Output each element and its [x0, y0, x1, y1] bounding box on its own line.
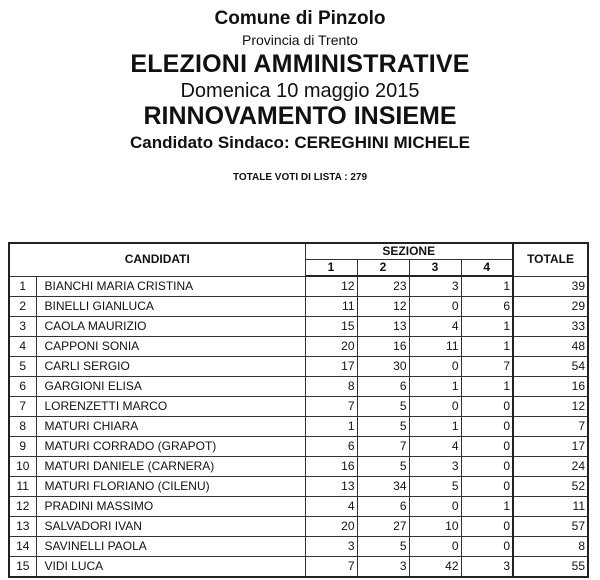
total-votes: 12 — [513, 397, 588, 417]
election-date: Domenica 10 maggio 2015 — [180, 80, 420, 102]
section-2-votes: 5 — [357, 457, 409, 477]
section-4-votes: 1 — [461, 317, 513, 337]
candidate-name: CAOLA MAURIZIO — [36, 317, 305, 337]
section-4-votes: 1 — [461, 377, 513, 397]
candidate-name: BINELLI GIANLUCA — [36, 297, 305, 317]
table-row — [9, 517, 588, 537]
table-row — [9, 377, 588, 397]
header-section-group: SEZIONE — [305, 243, 513, 260]
row-number: 13 — [9, 517, 36, 537]
row-number: 10 — [9, 457, 36, 477]
section-3-votes: 11 — [409, 337, 461, 357]
list-name: RINNOVAMENTO INSIEME — [143, 102, 457, 130]
section-2-votes: 5 — [357, 397, 409, 417]
total-votes: 16 — [513, 377, 588, 397]
candidate-name: LORENZETTI MARCO — [36, 397, 305, 417]
section-2-votes: 16 — [357, 337, 409, 357]
section-1-votes: 17 — [305, 357, 357, 377]
section-1-votes: 7 — [305, 557, 357, 578]
section-2-votes: 27 — [357, 517, 409, 537]
table-row — [9, 457, 588, 477]
total-votes: 17 — [513, 437, 588, 457]
header-section-3: 3 — [409, 260, 461, 277]
total-votes: 39 — [513, 276, 588, 297]
row-number: 7 — [9, 397, 36, 417]
section-1-votes: 7 — [305, 397, 357, 417]
total-votes: 8 — [513, 537, 588, 557]
results-table — [8, 242, 589, 578]
table-row — [9, 557, 588, 578]
section-1-votes: 4 — [305, 497, 357, 517]
section-3-votes: 3 — [409, 457, 461, 477]
row-number: 11 — [9, 477, 36, 497]
section-3-votes: 42 — [409, 557, 461, 578]
table-row — [9, 337, 588, 357]
header-total: TOTALE — [513, 243, 588, 276]
table-row — [9, 397, 588, 417]
section-4-votes: 0 — [461, 517, 513, 537]
section-3-votes: 0 — [409, 297, 461, 317]
row-number: 6 — [9, 377, 36, 397]
total-votes: 29 — [513, 297, 588, 317]
candidate-name: CAPPONI SONIA — [36, 337, 305, 357]
section-4-votes: 0 — [461, 437, 513, 457]
row-number: 8 — [9, 417, 36, 437]
candidate-name: SALVADORI IVAN — [36, 517, 305, 537]
row-number: 15 — [9, 557, 36, 578]
section-1-votes: 11 — [305, 297, 357, 317]
row-number: 2 — [9, 297, 36, 317]
section-1-votes: 15 — [305, 317, 357, 337]
row-number: 9 — [9, 437, 36, 457]
municipality-title: Comune di Pinzolo — [214, 8, 386, 29]
table-row — [9, 477, 588, 497]
section-3-votes: 4 — [409, 317, 461, 337]
section-2-votes: 6 — [357, 377, 409, 397]
section-2-votes: 6 — [357, 497, 409, 517]
row-number: 5 — [9, 357, 36, 377]
table-row — [9, 417, 588, 437]
header-section-4: 4 — [461, 260, 513, 277]
mayor-candidate: Candidato Sindaco: CEREGHINI MICHELE — [129, 133, 471, 152]
section-2-votes: 34 — [357, 477, 409, 497]
section-3-votes: 1 — [409, 377, 461, 397]
province-subtitle: Provincia di Trento — [242, 32, 358, 48]
candidate-name: BIANCHI MARIA CRISTINA — [36, 276, 305, 297]
candidate-name: MATURI DANIELE (CARNERA) — [36, 457, 305, 477]
section-3-votes: 1 — [409, 417, 461, 437]
total-list-votes: TOTALE VOTI DI LISTA : 279 — [232, 172, 368, 183]
candidate-name: PRADINI MASSIMO — [36, 497, 305, 517]
total-votes: 11 — [513, 497, 588, 517]
section-2-votes: 7 — [357, 437, 409, 457]
section-1-votes: 20 — [305, 337, 357, 357]
total-votes: 55 — [513, 557, 588, 578]
candidate-name: MATURI FLORIANO (CILENU) — [36, 477, 305, 497]
total-votes: 57 — [513, 517, 588, 537]
section-2-votes: 5 — [357, 537, 409, 557]
section-3-votes: 0 — [409, 497, 461, 517]
section-4-votes: 7 — [461, 357, 513, 377]
table-row — [9, 276, 588, 297]
row-number: 1 — [9, 276, 36, 297]
section-4-votes: 0 — [461, 417, 513, 437]
section-1-votes: 1 — [305, 417, 357, 437]
row-number: 12 — [9, 497, 36, 517]
section-2-votes: 3 — [357, 557, 409, 578]
section-3-votes: 0 — [409, 357, 461, 377]
section-1-votes: 20 — [305, 517, 357, 537]
section-4-votes: 1 — [461, 337, 513, 357]
section-1-votes: 12 — [305, 276, 357, 297]
section-2-votes: 23 — [357, 276, 409, 297]
header-section-2: 2 — [357, 260, 409, 277]
total-votes: 52 — [513, 477, 588, 497]
section-4-votes: 0 — [461, 457, 513, 477]
total-votes: 33 — [513, 317, 588, 337]
section-4-votes: 0 — [461, 537, 513, 557]
section-4-votes: 1 — [461, 276, 513, 297]
row-number: 4 — [9, 337, 36, 357]
table-row — [9, 497, 588, 517]
table-row — [9, 297, 588, 317]
table-row — [9, 537, 588, 557]
total-votes: 54 — [513, 357, 588, 377]
candidate-name: MATURI CORRADO (GRAPOT) — [36, 437, 305, 457]
table-row — [9, 317, 588, 337]
section-3-votes: 0 — [409, 397, 461, 417]
total-votes: 48 — [513, 337, 588, 357]
table-row — [9, 437, 588, 457]
section-3-votes: 5 — [409, 477, 461, 497]
section-1-votes: 3 — [305, 537, 357, 557]
section-1-votes: 16 — [305, 457, 357, 477]
candidate-name: CARLI SERGIO — [36, 357, 305, 377]
table-row — [9, 357, 588, 377]
section-3-votes: 3 — [409, 276, 461, 297]
section-2-votes: 5 — [357, 417, 409, 437]
section-4-votes: 1 — [461, 497, 513, 517]
row-number: 3 — [9, 317, 36, 337]
section-1-votes: 6 — [305, 437, 357, 457]
section-2-votes: 12 — [357, 297, 409, 317]
candidate-name: MATURI CHIARA — [36, 417, 305, 437]
section-2-votes: 13 — [357, 317, 409, 337]
total-votes: 24 — [513, 457, 588, 477]
section-4-votes: 0 — [461, 477, 513, 497]
candidate-name: GARGIONI ELISA — [36, 377, 305, 397]
candidate-name: SAVINELLI PAOLA — [36, 537, 305, 557]
section-4-votes: 6 — [461, 297, 513, 317]
election-title: ELEZIONI AMMINISTRATIVE — [130, 50, 470, 78]
section-4-votes: 0 — [461, 397, 513, 417]
section-1-votes: 8 — [305, 377, 357, 397]
row-number: 14 — [9, 537, 36, 557]
section-2-votes: 30 — [357, 357, 409, 377]
header-section-1: 1 — [305, 260, 357, 277]
section-3-votes: 10 — [409, 517, 461, 537]
section-1-votes: 13 — [305, 477, 357, 497]
total-votes: 7 — [513, 417, 588, 437]
candidate-name: VIDI LUCA — [36, 557, 305, 578]
section-3-votes: 4 — [409, 437, 461, 457]
header-candidates: CANDIDATI — [9, 243, 305, 276]
section-4-votes: 3 — [461, 557, 513, 578]
section-3-votes: 0 — [409, 537, 461, 557]
